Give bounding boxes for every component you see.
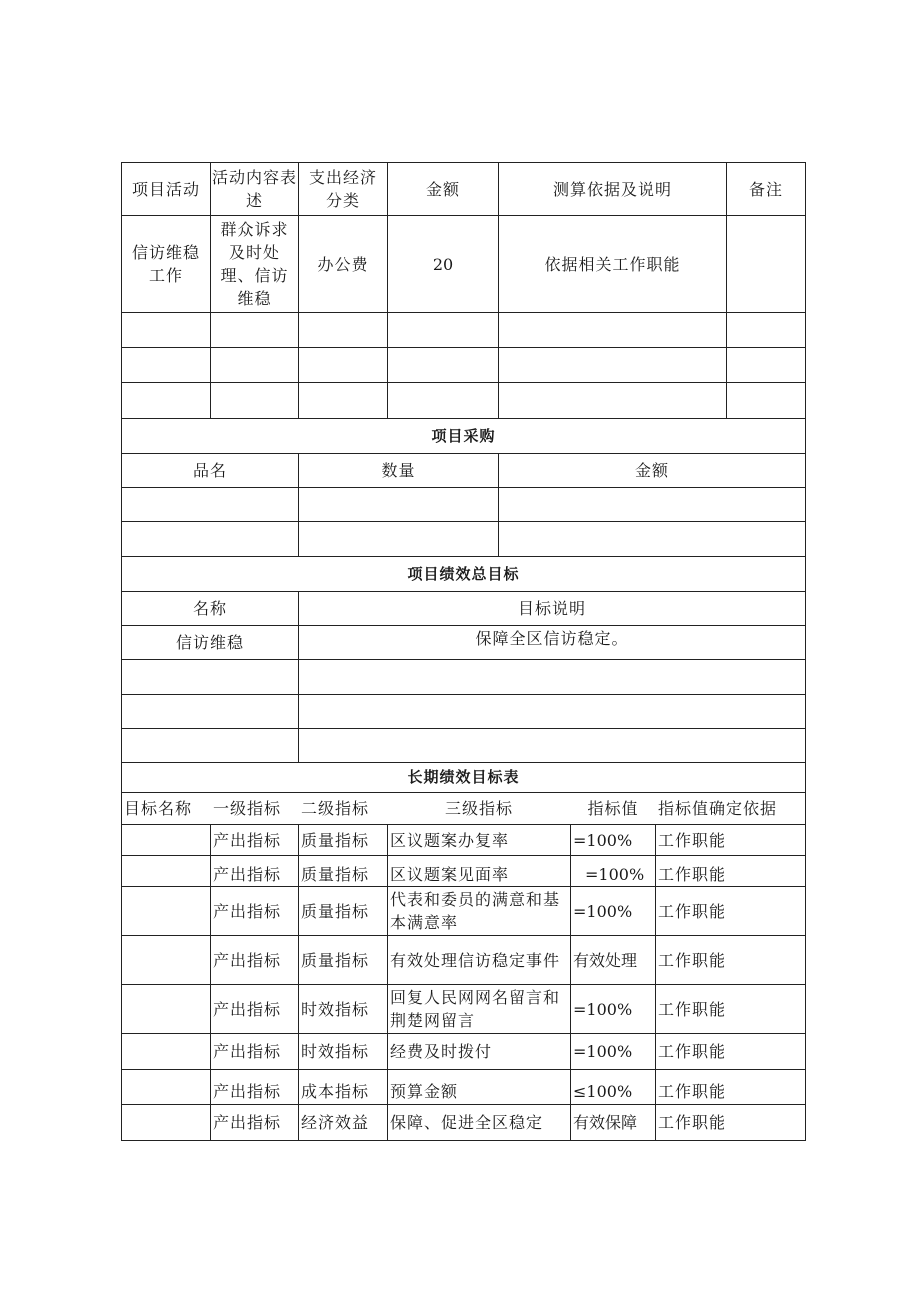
long-term-level3: 区议题案见面率 bbox=[390, 864, 510, 884]
long-term-level2: 时效指标 bbox=[301, 999, 370, 1019]
long-term-level3: 经费及时拨付 bbox=[390, 1042, 493, 1061]
long-term-level2: 质量指标 bbox=[301, 830, 370, 850]
long-term-basis: 工作职能 bbox=[658, 1042, 727, 1061]
long-term-basis: 工作职能 bbox=[658, 1081, 727, 1101]
long-term-level1: 产出指标 bbox=[213, 830, 282, 850]
table-line bbox=[121, 728, 806, 729]
overall-goal-header-name: 名称 bbox=[192, 599, 227, 618]
long-term-header-level3: 三级指标 bbox=[444, 799, 513, 818]
long-term-level2: 质量指标 bbox=[301, 950, 370, 970]
long-term-level3: 有效处理信访稳定事件 bbox=[390, 950, 561, 970]
long-term-value: =100% bbox=[573, 830, 633, 850]
table-line bbox=[121, 1140, 806, 1141]
header-remarks: 备注 bbox=[748, 179, 783, 199]
long-term-level2: 时效指标 bbox=[301, 1042, 370, 1061]
long-term-level1: 产出指标 bbox=[213, 950, 282, 970]
long-term-level1: 产出指标 bbox=[213, 1042, 282, 1061]
header-project-activity: 项目活动 bbox=[131, 179, 200, 199]
long-term-level2: 经济效益 bbox=[301, 1113, 370, 1132]
long-term-value: =100% bbox=[573, 999, 633, 1019]
long-term-level2: 质量指标 bbox=[301, 864, 370, 884]
table-line bbox=[121, 312, 806, 313]
procurement-header-name: 品名 bbox=[192, 461, 227, 480]
long-term-value: =100% bbox=[585, 864, 645, 884]
long-term-level3: 区议题案办复率 bbox=[390, 830, 510, 850]
long-term-header-level1: 一级指标 bbox=[213, 799, 282, 818]
budget-cell-activity: 信访维稳工作 bbox=[131, 243, 200, 285]
long-term-level3: 代表和委员的满意和基本满意率 bbox=[390, 890, 561, 932]
table-line bbox=[121, 659, 806, 660]
overall-goal-title: 项目绩效总目标 bbox=[407, 564, 520, 583]
long-term-header-basis: 指标值确定依据 bbox=[658, 799, 778, 818]
procurement-title: 项目采购 bbox=[431, 426, 496, 445]
long-term-value: 有效保障 bbox=[573, 1113, 638, 1132]
overall-goal-cell-description: 保障全区信访稳定。 bbox=[475, 629, 629, 648]
long-term-level3: 预算金额 bbox=[390, 1081, 459, 1101]
table-line bbox=[121, 487, 806, 488]
long-term-header-value: 指标值 bbox=[587, 799, 639, 818]
header-amount: 金额 bbox=[425, 179, 460, 199]
long-term-level1: 产出指标 bbox=[213, 864, 282, 884]
long-term-level1: 产出指标 bbox=[213, 999, 282, 1019]
long-term-level1: 产出指标 bbox=[213, 1081, 282, 1101]
long-term-value: 有效处理 bbox=[573, 950, 638, 970]
long-term-level2: 质量指标 bbox=[301, 901, 370, 921]
long-term-value: =100% bbox=[573, 901, 633, 921]
long-term-level1: 产出指标 bbox=[213, 901, 282, 921]
long-term-basis: 工作职能 bbox=[658, 864, 727, 884]
table-line bbox=[121, 382, 806, 383]
long-term-header-level2: 二级指标 bbox=[301, 799, 370, 818]
header-calculation-basis: 测算依据及说明 bbox=[552, 179, 672, 199]
long-term-level3: 保障、促进全区稳定 bbox=[390, 1113, 544, 1132]
long-term-value: =100% bbox=[573, 1042, 633, 1061]
long-term-basis: 工作职能 bbox=[658, 950, 727, 970]
table-line bbox=[121, 521, 806, 522]
header-activity-description: 活动内容表述 bbox=[211, 168, 297, 210]
long-term-level2: 成本指标 bbox=[301, 1081, 370, 1101]
long-term-basis: 工作职能 bbox=[658, 830, 727, 850]
long-term-header-target-name: 目标名称 bbox=[124, 799, 193, 818]
long-term-level3: 回复人民网网名留言和荆楚网留言 bbox=[390, 988, 561, 1030]
long-term-value: ≤100% bbox=[573, 1081, 633, 1101]
long-term-basis: 工作职能 bbox=[658, 999, 727, 1019]
long-term-basis: 工作职能 bbox=[658, 1113, 727, 1132]
long-term-basis: 工作职能 bbox=[658, 901, 727, 921]
overall-goal-cell-name: 信访维稳 bbox=[175, 633, 244, 652]
budget-cell-expense-class: 办公费 bbox=[317, 254, 369, 274]
procurement-header-amount: 金额 bbox=[634, 461, 669, 480]
table-line bbox=[121, 694, 806, 695]
procurement-header-quantity: 数量 bbox=[381, 461, 416, 480]
budget-cell-basis: 依据相关工作职能 bbox=[544, 254, 681, 274]
table-line bbox=[121, 347, 806, 348]
budget-cell-remarks bbox=[727, 216, 805, 312]
table-line bbox=[805, 162, 806, 1141]
budget-cell-description: 群众诉求及时处理、信访维稳 bbox=[220, 220, 289, 308]
long-term-title: 长期绩效目标表 bbox=[407, 768, 520, 786]
overall-goal-header-description: 目标说明 bbox=[517, 599, 586, 618]
long-term-level1: 产出指标 bbox=[213, 1113, 282, 1132]
budget-cell-amount: 20 bbox=[432, 254, 454, 274]
header-expense-class: 支出经济分类 bbox=[308, 168, 377, 210]
